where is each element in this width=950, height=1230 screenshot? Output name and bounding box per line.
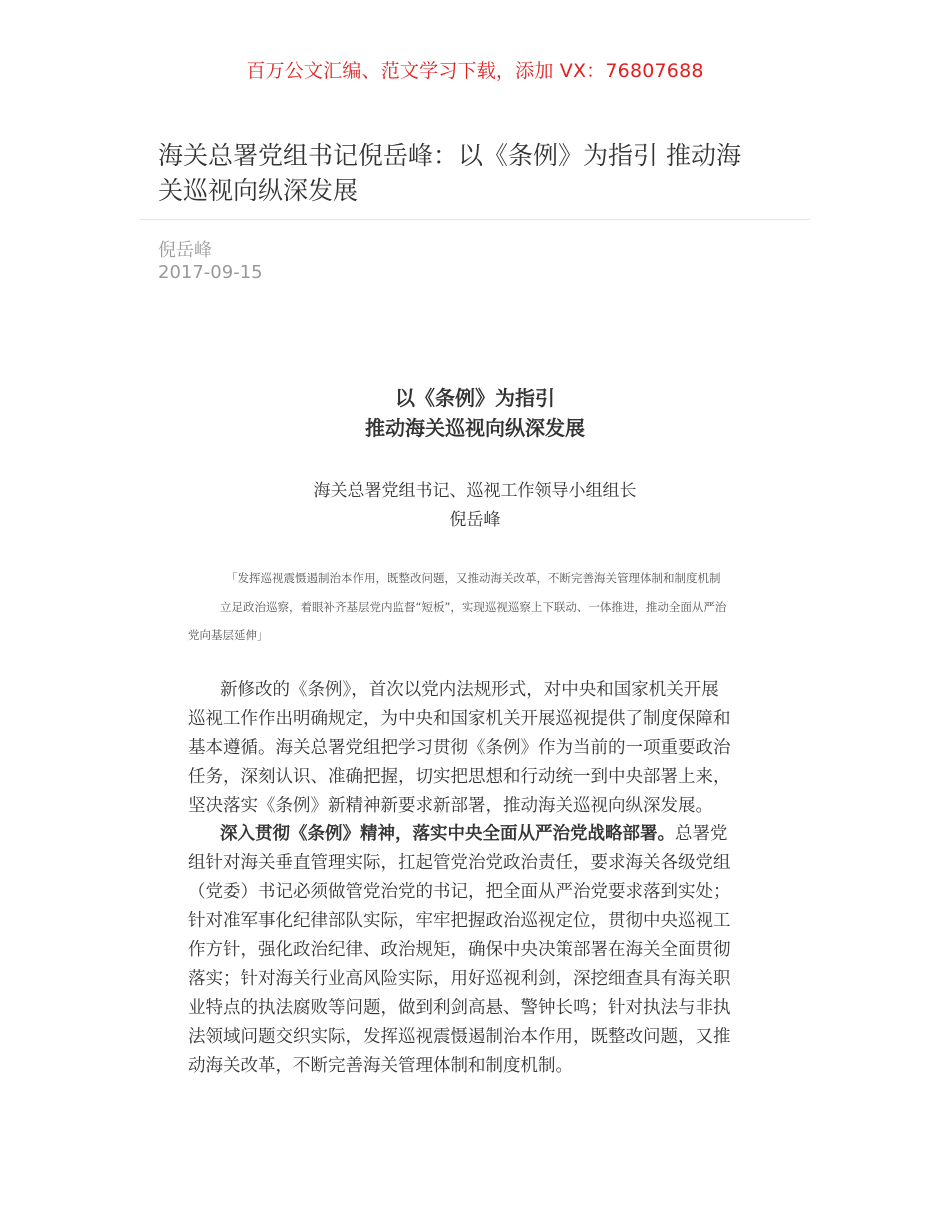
paragraph-line: 新修改的《条例》，首次以党内法规形式，对中央和国家机关开展 [220, 680, 719, 700]
paragraph-line: 落实；针对海关行业高风险实际，用好巡视利剑，深挖细查具有海关职 [188, 969, 731, 989]
paragraph-line: （党委）书记必须做管党治党的书记，把全面从严治党要求落到实处； [188, 882, 731, 902]
byline-name: 倪岳峰 [449, 510, 501, 530]
paragraph-line: 坚决落实《条例》新精神新要求新部署，推动海关巡视向纵深发展。 [188, 796, 713, 816]
article-date: 2017-09-15 [158, 262, 263, 283]
paragraph-line: 动海关改革，不断完善海关管理体制和制度机制。 [188, 1056, 573, 1076]
pull-quote-line: 「发挥巡视震慑遏制治本作用，既整改问题，又推动海关改革，不断完善海关管理体制和制度机制 [226, 571, 721, 585]
paragraph-lead-bold: 深入贯彻《条例》精神，落实中央全面从严治党战略部署。 [220, 824, 675, 844]
pull-quote-line: 党向基层延伸」 [188, 628, 269, 642]
title-line: 关巡视向纵深发展 [158, 176, 359, 205]
paragraph-line: 业特点的执法腐败等问题，做到利剑高悬、警钟长鸣；针对执法与非执 [188, 998, 731, 1018]
title-line: 海关总署党组书记倪岳峰：以《条例》为指引 推动海 [158, 141, 741, 170]
paragraph-line: 作方针，强化政治纪律、政治规矩，确保中央决策部署在海关全面贯彻 [188, 940, 731, 960]
paragraph-2 [188, 820, 768, 1081]
content-heading-line: 以《条例》为指引 [395, 386, 555, 410]
paragraph-lead-rest: 总署党 [675, 824, 728, 844]
paragraph-1 [188, 676, 768, 821]
paragraph-first-line [188, 820, 768, 849]
paragraph-line: 组针对海关垂直管理实际，扛起管党治党政治责任，要求海关各级党组 [188, 853, 731, 873]
paragraph-line: 基本遵循。海关总署党组把学习贯彻《条例》作为当前的一项重要政治 [188, 738, 731, 758]
paragraph-line: 任务，深刻认识、准确把握，切实把思想和行动统一到中央部署上来， [188, 767, 731, 787]
promo-banner: 百万公文汇编、范文学习下载，添加 VX：76807688 [246, 60, 704, 82]
pull-quote-line: 立足政治巡察，着眼补齐基层党内监督“短板”，实现巡视巡察上下联动、一体推进，推动全面从严治 [220, 600, 727, 614]
paragraph-line: 针对准军事化纪律部队实际，牢牢把握政治巡视定位，贯彻中央巡视工 [188, 911, 731, 931]
title-divider [140, 219, 810, 220]
paragraph-line: 巡视工作作出明确规定，为中央和国家机关开展巡视提供了制度保障和 [188, 709, 731, 729]
article-title [158, 138, 798, 208]
byline-position: 海关总署党组书记、巡视工作领导小组组长 [313, 481, 637, 501]
content-heading-line: 推动海关巡视向纵深发展 [365, 416, 585, 440]
article-author: 倪岳峰 [158, 240, 212, 261]
paragraph-line: 法领域问题交织实际，发挥巡视震慑遏制治本作用，既整改问题，又推 [188, 1027, 731, 1047]
